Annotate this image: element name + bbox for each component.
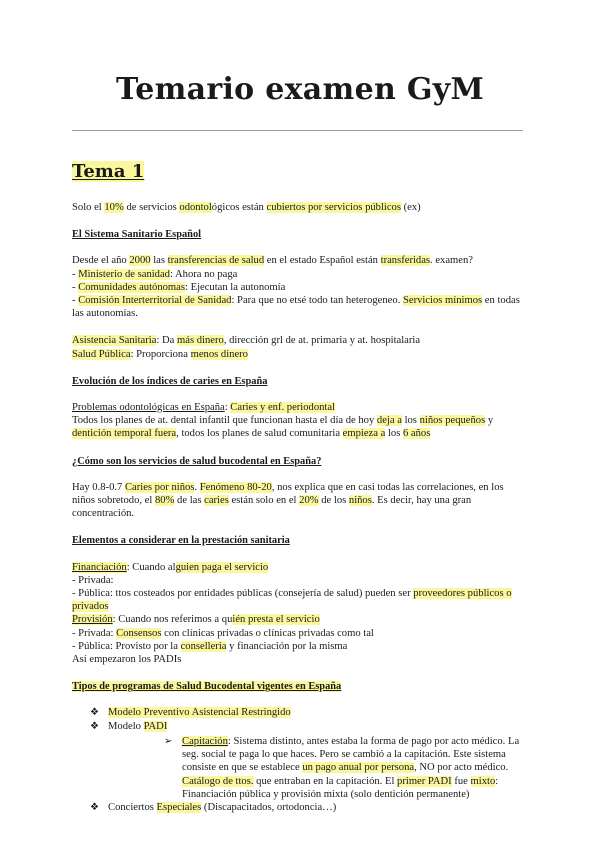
heading-tipos-programas: Tipos de programas de Salud Bucodental vigentes en España: [72, 681, 342, 693]
paragraph-fenomeno: Hay 0.8-0.7 Caries por niños. Fenómeno 80-20, nos explica que en casi todas las correlaciones, en los niños sobretodo, el 80% de las caries están solo en el 20% de los niños. Es decir, hay una gran concentración.: [72, 481, 504, 520]
diamond-bullet-icon: ❖: [90, 720, 99, 732]
programs-list: [72, 706, 528, 814]
heading-evolucion-caries: Evolución de los índices de caries en España: [72, 375, 268, 387]
heading-elementos: Elementos a considerar en la prestación sanitaria: [72, 535, 290, 547]
line-salud-publica: Salud Pública: Proporciona menos dinero: [72, 348, 248, 360]
arrow-bullet-icon: ➢: [164, 735, 173, 747]
heading-sistema-sanitario: El Sistema Sanitario Español: [72, 229, 202, 241]
line-asistencia-sanitaria: Asistencia Sanitaria: Da más dinero, dirección grl de at. primaria y at. hospitalaria: [72, 335, 421, 347]
line-padis: Así empezaron los PADIs: [72, 654, 182, 666]
document-title: Temario examen GyM: [116, 72, 484, 107]
title-divider: [72, 130, 523, 131]
line-financiacion-privada: - Privada:: [72, 574, 114, 586]
list-item: ❖ Conciertos Especiales (Discapacitados, ortodoncia…): [90, 801, 337, 813]
paragraph-transferencias: Desde el año 2000 las transferencias de salud en el estado Español están transferidas. examen?: [72, 255, 473, 267]
section-title-tema-1: Tema 1: [72, 161, 145, 182]
line-comunidades: - Comunidades autónomas: Ejecutan la autonomía: [72, 281, 286, 293]
diamond-bullet-icon: ❖: [90, 707, 99, 719]
list-item: ➢ Capitación: Sistema distinto, antes estaba la forma de pago por acto médico. La seg. social te paga lo que haces. Pero se cambió a la capitación. Este sistema consiste en que se establece un pago anual por persona, NO por acto médico. Catálogo de ttos. que entraban en la capitación. El primer PADI fue mixto: Financiación pública y provisión mixta (solo dentición permanente): [164, 735, 520, 800]
padi-sublist: [108, 735, 528, 801]
line-financiacion: Financiación: Cuando alguien paga el servicio: [72, 561, 269, 573]
list-item: ❖ Modelo Preventivo Asistencial Restringido: [90, 707, 291, 719]
document-body: [72, 160, 528, 814]
line-problemas: Problemas odontológicas en España: Caries y enf. periodontal: [72, 402, 336, 414]
line-provision: Provisión: Cuando nos referimos a quién presta el servicio: [72, 614, 320, 626]
heading-servicios-bucodental: ¿Cómo son los servicios de salud bucodental en España?: [72, 455, 322, 467]
intro-paragraph: Solo el 10% de servicios odontológicos están cubiertos por servicios públicos (ex): [72, 202, 421, 213]
line-provision-publica: - Pública: Provisto por la conselleria y financiación por la misma: [72, 640, 348, 652]
diamond-bullet-icon: ❖: [90, 801, 99, 813]
line-provision-privada: - Privada: Consensos con clínicas privadas o clínicas privadas como tal: [72, 627, 374, 639]
line-financiacion-publica: - Pública: ttos costeados por entidades públicas (consejería de salud) pueden ser proveedores públicos o privados: [72, 588, 512, 613]
line-ministerio: - Ministerio de sanidad: Ahora no paga: [72, 268, 238, 280]
line-comision: - Comisión Interterritorial de Sanidad: Para que no etsé todo tan heterogeneo. Servicios mínimos en todas las autonomías.: [72, 295, 520, 320]
paragraph-planes: Todos los planes de at. dental infantil que funcionan hasta el día de hoy deja a los niños pequeños y dentición temporal fuera, todos los planes de salud comunitaria empieza a los 6 años: [72, 415, 494, 440]
list-item: ❖ Modelo PADI ➢ Capitación: Sistema distinto, antes estaba la forma de pago por acto médico. La seg. social te paga lo que haces. Pero se cambió a la capitación. Este sistema consiste en que se establece un pago anual por persona, NO por acto médico. Catálogo de ttos. que entraban en la capitación. El primer PADI fue mixto: Financiación pública y provisión mixta (solo dentición permanente): [72, 720, 528, 801]
